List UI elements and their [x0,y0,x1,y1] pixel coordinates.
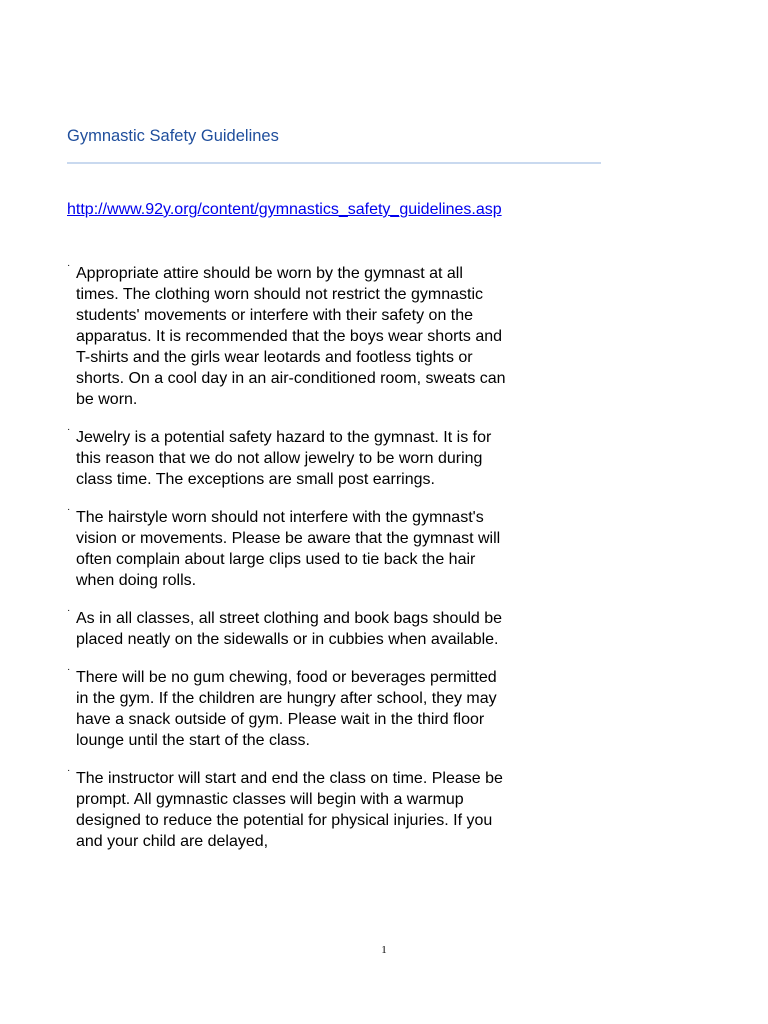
guidelines-list [67,260,507,869]
list-item [67,605,507,650]
list-item-text: Jewelry is a potential safety hazard to the gymnast. It is for this reason that we do not allow jewelry to be worn during class time. The exceptions are small post earrings. [76,429,492,488]
bullet-icon: · [67,424,71,435]
bullet-icon: · [67,605,71,616]
bullet-icon: · [67,664,71,675]
list-item-text: There will be no gum chewing, food or beverages permitted in the gym. If the children are hungry after school, they may have a snack outside of gym. Please wait in the third floor lounge until the start of the class. [76,669,497,749]
bullet-icon: · [67,504,71,515]
list-item [67,424,507,490]
list-item-text: As in all classes, all street clothing and book bags should be placed neatly on the sidewalls or in cubbies when available. [76,610,503,648]
list-item-text: The hairstyle worn should not interfere with the gymnast's vision or movements. Please be aware that the gymnast will often complain about large clips used to tie back the hair when doing rolls. [76,509,501,589]
list-item [67,504,507,591]
list-item [67,260,507,410]
page-title: Gymnastic Safety Guidelines [67,127,279,145]
page-number: 1 [381,944,387,956]
list-item-text: Appropriate attire should be worn by the gymnast at all times. The clothing worn should not restrict the gymnastic students' movements or interfere with their safety on the apparatus. It is recommended that the boys wear shorts and T-shirts and the girls wear leotards and footless tights or shorts. On a cool day in an air-conditioned room, sweats can be worn. [76,265,506,408]
list-item [67,765,507,852]
title-divider [67,162,601,164]
bullet-icon: · [67,765,71,776]
list-item-text: The instructor will start and end the class on time. Please be prompt. All gymnastic classes will begin with a warmup designed to reduce the potential for physical injuries. If you and your child are delayed, [76,770,503,850]
list-item [67,664,507,751]
source-link[interactable]: http://www.92y.org/content/gymnastics_safety_guidelines.asp [67,201,502,218]
bullet-icon: · [67,260,71,271]
